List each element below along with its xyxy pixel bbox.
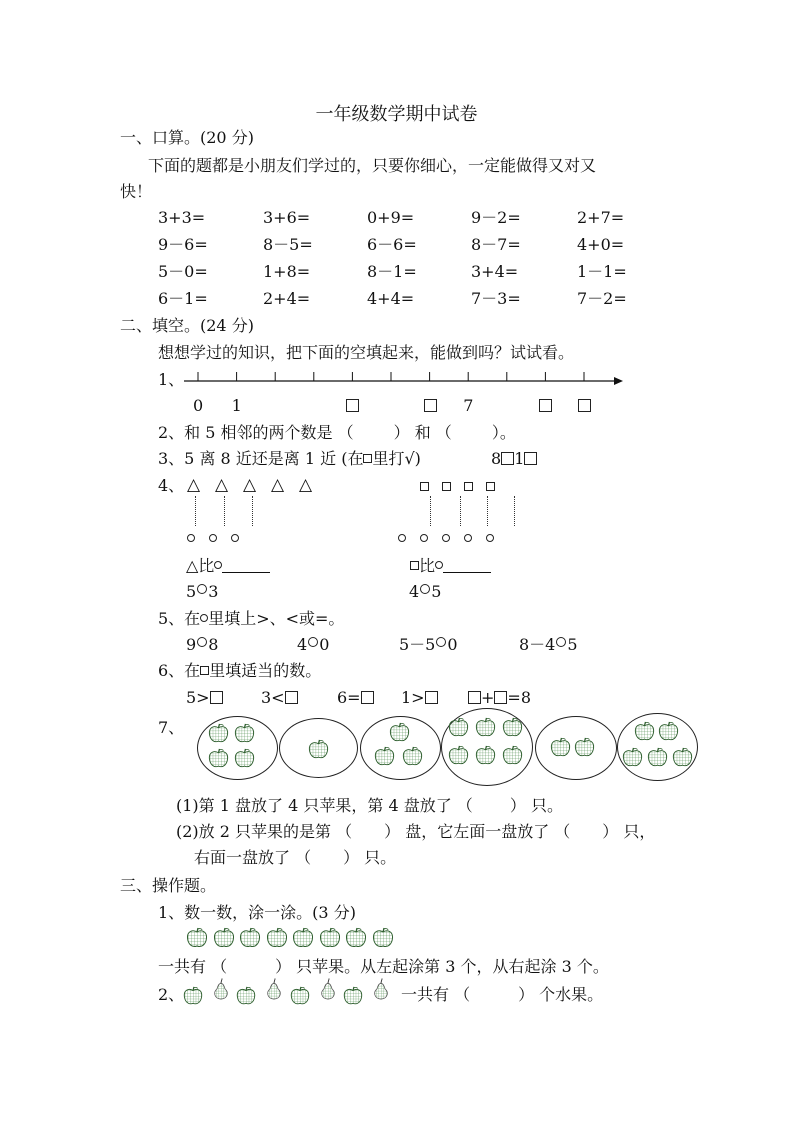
q5-instruction xyxy=(158,609,344,629)
q3-checkbox-1[interactable] xyxy=(524,452,537,465)
q5-comparison-item xyxy=(186,635,218,655)
q5-compare-circle[interactable] xyxy=(556,637,566,647)
q4-right-compare xyxy=(410,556,491,576)
apple-icon xyxy=(238,926,262,950)
square-icon xyxy=(464,482,473,491)
apple-icon xyxy=(342,985,364,1007)
q4-left-compare xyxy=(186,556,270,576)
math-problem: 9－6= xyxy=(158,235,208,254)
q3-option-1: 1 xyxy=(514,449,525,468)
number-line-answer-box[interactable] xyxy=(578,399,591,412)
q5-comparison-item xyxy=(399,635,458,655)
q1-label: 1、 xyxy=(158,370,185,389)
circle-icon xyxy=(231,534,239,542)
apple-icon xyxy=(474,716,497,739)
q5-right-operand: 0 xyxy=(447,635,458,654)
dotted-connector-line xyxy=(224,496,225,526)
apple-icon xyxy=(646,746,669,769)
math-problem: 5－0= xyxy=(158,262,208,281)
q4-right-expr-b: 5 xyxy=(431,582,442,601)
q5-compare-circle[interactable] xyxy=(436,637,446,647)
circle-icon xyxy=(214,561,222,569)
q6-expression: 5> xyxy=(186,688,210,707)
q5-right-operand: 0 xyxy=(319,635,330,654)
pear-icon xyxy=(264,974,284,1006)
q4-left-expr-a: 5 xyxy=(186,582,197,601)
q6-answer-box[interactable] xyxy=(210,691,223,704)
q4-left-compare-text: △比 xyxy=(186,556,215,575)
math-problem: 2+4= xyxy=(263,289,311,308)
apple-icon xyxy=(388,721,411,744)
math-problem: 8－7= xyxy=(471,235,521,254)
math-problem: 1－1= xyxy=(577,262,627,281)
math-problem: 4+0= xyxy=(577,235,625,254)
pear-icon xyxy=(371,974,391,1006)
q4-right-compare-text: 比 xyxy=(419,556,436,575)
q6-sum-box-1[interactable] xyxy=(468,691,481,704)
number-line-label: 1 xyxy=(231,396,242,415)
apple-icon xyxy=(233,722,256,745)
apple-icon xyxy=(633,720,656,743)
math-problem: 3+6= xyxy=(263,208,311,227)
apple-icon xyxy=(307,738,330,761)
apple-icon xyxy=(233,747,256,770)
q6-fill-item xyxy=(186,688,223,708)
q5-right-operand: 5 xyxy=(567,635,578,654)
triangle-icon: △ xyxy=(187,475,201,495)
q4-left-expression xyxy=(186,582,218,602)
triangle-icon: △ xyxy=(299,475,313,495)
q4-right-compare-circle[interactable] xyxy=(420,584,430,594)
apple-icon xyxy=(671,746,694,769)
q6-text: 6、在 xyxy=(158,661,201,680)
q5-left-operand: 9 xyxy=(186,635,197,654)
math-problem: 8－1= xyxy=(367,262,417,281)
dotted-connector-line xyxy=(430,496,431,526)
q3-closer-question xyxy=(158,449,421,469)
q4-label: 4、 xyxy=(158,476,185,495)
number-line-answer-box[interactable] xyxy=(346,399,359,412)
circle-icon xyxy=(486,534,494,542)
math-problem: 7－3= xyxy=(471,289,521,308)
apple-icon xyxy=(401,745,424,768)
math-problem: 2+7= xyxy=(577,208,625,227)
apple-icon xyxy=(344,926,368,950)
apple-icon xyxy=(212,926,236,950)
q5-text2: 里填上>、<或=。 xyxy=(208,609,345,628)
apple-icon xyxy=(291,926,315,950)
section1-heading: 一、口算。(20 分) xyxy=(120,128,254,147)
apple-icon xyxy=(371,926,395,950)
q3-text: 3、5 离 8 近还是离 1 近 (在 xyxy=(158,449,364,468)
q6-fill-item xyxy=(401,688,438,708)
q5-left-operand: 8－4 xyxy=(519,635,556,654)
apple-icon xyxy=(447,744,470,767)
apple-icon xyxy=(265,926,289,950)
apple-icon xyxy=(501,744,524,767)
dotted-connector-line xyxy=(460,496,461,526)
q4-right-expr-a: 4 xyxy=(409,582,420,601)
apple-icon xyxy=(373,745,396,768)
q4-right-expression xyxy=(409,582,441,602)
small-square-icon xyxy=(410,561,419,570)
circle-icon xyxy=(187,534,195,542)
q3-checkbox-8[interactable] xyxy=(501,452,514,465)
q5-compare-circle[interactable] xyxy=(308,637,318,647)
q6-text2: 里填适当的数。 xyxy=(209,661,322,680)
dotted-connector-line xyxy=(487,496,488,526)
circle-icon xyxy=(442,534,450,542)
section2-intro: 想想学过的知识，把下面的空填起来，能做到吗？试试看。 xyxy=(158,343,575,362)
apple-icon xyxy=(657,720,680,743)
apple-icon xyxy=(573,736,596,759)
q3-options xyxy=(491,449,537,469)
q6-expression: 3< xyxy=(261,688,285,707)
small-square-icon xyxy=(200,666,209,675)
apple-icon xyxy=(621,746,644,769)
apple-icon xyxy=(447,716,470,739)
number-line-answer-box[interactable] xyxy=(539,399,552,412)
apple-icon xyxy=(549,736,572,759)
q6-fill-item xyxy=(337,688,374,708)
math-problem: 4+4= xyxy=(367,289,415,308)
apple-icon xyxy=(182,985,204,1007)
math-problem: 6－6= xyxy=(367,235,417,254)
square-icon xyxy=(420,482,429,491)
square-icon xyxy=(442,482,451,491)
apple-icon xyxy=(289,985,311,1007)
q4-right-answer-blank[interactable] xyxy=(443,558,491,573)
q2-text-post: ）。 xyxy=(491,423,516,442)
math-problem: 9－2= xyxy=(471,208,521,227)
section1-intro-line1: 下面的题都是小朋友们学过的，只要你细心，一定能做得又对又 xyxy=(148,156,597,175)
number-line-answer-box[interactable] xyxy=(424,399,437,412)
section1-intro-line2: 快！ xyxy=(120,182,153,201)
circle-icon xyxy=(200,614,208,622)
circle-icon xyxy=(209,534,217,542)
square-icon xyxy=(486,482,495,491)
q6-fill-item xyxy=(261,688,298,708)
q2-adjacent-numbers xyxy=(158,423,516,443)
q6-plus: + xyxy=(481,688,495,707)
circle-icon xyxy=(420,534,428,542)
q6-expression: 1> xyxy=(401,688,425,707)
q5-comparison-item xyxy=(519,635,578,655)
q7-sub1: (1)第 1 盘放了 4 只苹果，第 4 盘放了 （ ） 只。 xyxy=(176,796,563,815)
q3-option-8: 8 xyxy=(491,449,502,468)
q6-sum-box-2[interactable] xyxy=(494,691,507,704)
q4-left-expr-b: 3 xyxy=(208,582,219,601)
s3-q1-label: 1、数一数，涂一涂。(3 分) xyxy=(158,903,356,922)
q5-right-operand: 8 xyxy=(208,635,219,654)
q6-sum-equation xyxy=(468,688,531,708)
number-line-label: 0 xyxy=(193,396,204,415)
s3-q2-text: 一共有 （ ） 个水果。 xyxy=(401,985,604,1004)
q5-left-operand: 4 xyxy=(297,635,308,654)
circle-icon xyxy=(464,534,472,542)
dotted-connector-line xyxy=(514,496,515,526)
q6-answer-box[interactable] xyxy=(361,691,374,704)
triangle-icon: △ xyxy=(243,475,257,495)
math-problem: 8－5= xyxy=(263,235,313,254)
q5-compare-circle[interactable] xyxy=(197,637,207,647)
q6-instruction xyxy=(158,661,321,681)
number-line-label: 7 xyxy=(463,396,474,415)
apple-icon xyxy=(207,747,230,770)
q3-text2: 里打√) xyxy=(372,449,421,468)
triangle-icon: △ xyxy=(271,475,285,495)
page-title: 一年级数学期中试卷 xyxy=(315,104,478,125)
s3-q2-label: 2、 xyxy=(158,985,185,1004)
q5-left-operand: 5－5 xyxy=(399,635,436,654)
q2-text-mid: ） 和 （ xyxy=(393,423,452,442)
math-problem: 6－1= xyxy=(158,289,208,308)
triangle-icon: △ xyxy=(215,475,229,495)
q6-equals-8: =8 xyxy=(507,688,531,707)
math-problem: 0+9= xyxy=(367,208,415,227)
math-problem: 3+4= xyxy=(471,262,519,281)
q4-left-answer-blank[interactable] xyxy=(222,558,270,573)
q4-left-compare-circle[interactable] xyxy=(197,584,207,594)
apple-icon xyxy=(207,722,230,745)
apple-icon xyxy=(185,926,209,950)
number-line xyxy=(180,366,630,388)
apple-icon xyxy=(501,716,524,739)
q5-text: 5、在 xyxy=(158,609,201,628)
q7-sub2: (2)放 2 只苹果的是第 （ ） 盘，它左面一盘放了 （ ） 只， xyxy=(176,822,656,841)
q6-expression: 6= xyxy=(337,688,361,707)
pear-icon xyxy=(211,974,231,1006)
math-problem: 7－2= xyxy=(577,289,627,308)
math-problem: 1+8= xyxy=(263,262,311,281)
section2-heading: 二、填空。(24 分) xyxy=(120,316,254,335)
apple-icon xyxy=(318,926,342,950)
circle-icon xyxy=(435,561,443,569)
dotted-connector-line xyxy=(195,496,196,526)
section3-heading: 三、操作题。 xyxy=(120,876,217,895)
q7-label: 7、 xyxy=(158,718,185,737)
q6-answer-box[interactable] xyxy=(285,691,298,704)
q2-text-pre: 2、和 5 相邻的两个数是 （ xyxy=(158,423,354,442)
circle-icon xyxy=(398,534,406,542)
s3-q1-text: 一共有 （ ） 只苹果。从左起涂第 3 个，从右起涂 3 个。 xyxy=(158,957,609,976)
apple-icon xyxy=(235,985,257,1007)
q7-sub2b: 右面一盘放了 （ ） 只。 xyxy=(194,848,397,867)
math-problem: 3+3= xyxy=(158,208,206,227)
q6-answer-box[interactable] xyxy=(425,691,438,704)
apple-icon xyxy=(474,744,497,767)
dotted-connector-line xyxy=(252,496,253,526)
q5-comparison-item xyxy=(297,635,329,655)
pear-icon xyxy=(318,974,338,1006)
